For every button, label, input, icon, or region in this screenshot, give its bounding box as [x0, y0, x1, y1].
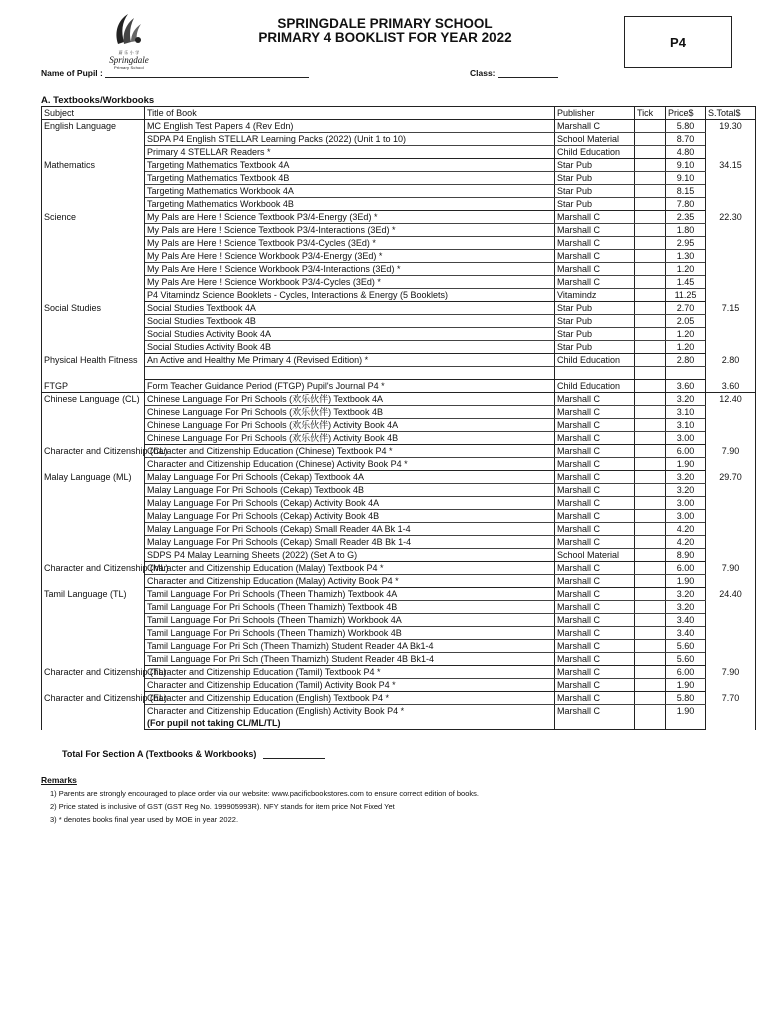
tick-cell[interactable] — [635, 627, 666, 640]
tick-cell[interactable] — [635, 172, 666, 185]
price-cell: 3.20 — [666, 471, 706, 484]
price-cell — [666, 367, 706, 380]
price-cell: 6.00 — [666, 445, 706, 458]
publisher-cell: Marshall C — [555, 250, 635, 263]
price-cell: 11.25 — [666, 289, 706, 302]
price-cell: 5.60 — [666, 653, 706, 666]
price-cell: 6.00 — [666, 666, 706, 679]
tick-cell[interactable] — [635, 692, 666, 705]
tick-cell[interactable] — [635, 653, 666, 666]
tick-cell[interactable] — [635, 224, 666, 237]
book-title-cell: Chinese Language For Pri Schools (欢乐伙伴) Textbook 4A — [145, 393, 555, 406]
price-cell: 2.05 — [666, 315, 706, 328]
publisher-cell: Marshall C — [555, 705, 635, 730]
price-cell: 3.00 — [666, 510, 706, 523]
tick-cell[interactable] — [635, 432, 666, 445]
section-total[interactable] — [62, 749, 325, 759]
tick-cell[interactable] — [635, 328, 666, 341]
publisher-cell: Marshall C — [555, 445, 635, 458]
price-cell: 8.90 — [666, 549, 706, 562]
book-title-cell: Chinese Language For Pri Schools (欢乐伙伴) Activity Book 4B — [145, 432, 555, 445]
table-row — [42, 211, 756, 224]
tick-cell[interactable] — [635, 250, 666, 263]
book-title-cell: Social Studies Textbook 4B — [145, 315, 555, 328]
book-title-cell: MC English Test Papers 4 (Rev Edn) — [145, 120, 555, 133]
table-row — [42, 458, 756, 471]
booklist-table — [41, 106, 756, 730]
publisher-cell: Star Pub — [555, 159, 635, 172]
subject-cell: Character and Citizenship (EL) — [42, 692, 145, 730]
tick-cell[interactable] — [635, 536, 666, 549]
publisher-cell: Marshall C — [555, 601, 635, 614]
table-row — [42, 653, 756, 666]
tick-cell[interactable] — [635, 666, 666, 679]
col-stotal: S.Total$ — [706, 107, 756, 120]
section-total-label: Total For Section A (Textbooks & Workbooks) — [62, 749, 257, 759]
book-title-cell: My Pals Are Here ! Science Workbook P3/4-Energy (3Ed) * — [145, 250, 555, 263]
price-cell: 3.00 — [666, 432, 706, 445]
publisher-cell: Marshall C — [555, 211, 635, 224]
subject-cell: Chinese Language (CL) — [42, 393, 145, 445]
publisher-cell: Marshall C — [555, 640, 635, 653]
subtotal-cell: 19.30 — [706, 120, 756, 159]
price-cell: 3.20 — [666, 588, 706, 601]
publisher-cell: Marshall C — [555, 575, 635, 588]
col-tick: Tick — [635, 107, 666, 120]
publisher-cell: Marshall C — [555, 471, 635, 484]
table-row — [42, 133, 756, 146]
subject-cell: Science — [42, 211, 145, 302]
book-title-cell: Tamil Language For Pri Schools (Theen Thamizh) Textbook 4B — [145, 601, 555, 614]
publisher-cell: School Material — [555, 549, 635, 562]
price-cell: 3.00 — [666, 497, 706, 510]
book-title-cell: Chinese Language For Pri Schools (欢乐伙伴) Activity Book 4A — [145, 419, 555, 432]
remarks-title: Remarks — [41, 775, 77, 785]
book-title-cell: My Pals are Here ! Science Textbook P3/4-Interactions (3Ed) * — [145, 224, 555, 237]
publisher-cell: Child Education — [555, 380, 635, 393]
book-title-cell: Targeting Mathematics Workbook 4A — [145, 185, 555, 198]
table-row — [42, 341, 756, 354]
publisher-cell: Marshall C — [555, 393, 635, 406]
price-cell: 6.00 — [666, 562, 706, 575]
tick-cell[interactable] — [635, 445, 666, 458]
price-cell: 1.20 — [666, 341, 706, 354]
tick-cell[interactable] — [635, 419, 666, 432]
tick-cell[interactable] — [635, 523, 666, 536]
tick-cell[interactable] — [635, 120, 666, 133]
price-cell: 1.30 — [666, 250, 706, 263]
price-cell: 4.20 — [666, 523, 706, 536]
school-name: SPRINGDALE PRIMARY SCHOOL — [277, 16, 493, 31]
book-title-cell: SDPA P4 English STELLAR Learning Packs (2022) (Unit 1 to 10) — [145, 133, 555, 146]
publisher-cell: Child Education — [555, 146, 635, 159]
book-title-cell: Social Studies Activity Book 4B — [145, 341, 555, 354]
table-row — [42, 302, 756, 315]
table-row — [42, 289, 756, 302]
remark-item: 3) * denotes books final year used by MOE in year 2022. — [50, 815, 239, 824]
table-row — [42, 640, 756, 653]
tick-cell[interactable] — [635, 276, 666, 289]
subtotal-cell: 7.90 — [706, 445, 756, 471]
price-cell: 5.80 — [666, 692, 706, 705]
book-title-cell: Targeting Mathematics Textbook 4B — [145, 172, 555, 185]
book-title-cell: My Pals are Here ! Science Textbook P3/4-Cycles (3Ed) * — [145, 237, 555, 250]
subtotal-cell: 22.30 — [706, 211, 756, 302]
book-title-cell: Tamil Language For Pri Sch (Theen Thamizh) Student Reader 4B Bk1-4 — [145, 653, 555, 666]
tick-cell[interactable] — [635, 679, 666, 692]
table-row — [42, 679, 756, 692]
table-row — [42, 432, 756, 445]
book-title-cell — [145, 367, 555, 380]
subtotal-cell: 7.90 — [706, 562, 756, 588]
publisher-cell: Marshall C — [555, 237, 635, 250]
publisher-cell: Star Pub — [555, 315, 635, 328]
publisher-cell: Marshall C — [555, 406, 635, 419]
book-title-cell: SDPS P4 Malay Learning Sheets (2022) (Set A to G) — [145, 549, 555, 562]
publisher-cell — [555, 367, 635, 380]
tick-cell[interactable] — [635, 575, 666, 588]
subtotal-cell: 12.40 — [706, 393, 756, 445]
price-cell: 4.80 — [666, 146, 706, 159]
price-cell: 9.10 — [666, 159, 706, 172]
book-title-cell: Chinese Language For Pri Schools (欢乐伙伴) Textbook 4B — [145, 406, 555, 419]
book-title-cell: Character and Citizenship Education (Tamil) Activity Book P4 * — [145, 679, 555, 692]
price-cell: 8.15 — [666, 185, 706, 198]
book-title-cell: P4 Vitamindz Science Booklets - Cycles, Interactions & Energy (5 Booklets) — [145, 289, 555, 302]
tick-cell[interactable] — [635, 601, 666, 614]
publisher-cell: School Material — [555, 133, 635, 146]
table-row — [42, 120, 756, 133]
table-row — [42, 185, 756, 198]
subject-cell: Character and Citizenship (TL) — [42, 666, 145, 692]
table-row — [42, 198, 756, 211]
remark-item: 1) Parents are strongly encouraged to place order via our website: www.pacificbookstores.com to ensure correct edition of books. — [50, 789, 479, 798]
tick-cell[interactable] — [635, 406, 666, 419]
book-title-cell: Tamil Language For Pri Schools (Theen Thamizh) Workbook 4B — [145, 627, 555, 640]
subtotal-cell: 24.40 — [706, 588, 756, 666]
tick-cell[interactable] — [635, 484, 666, 497]
price-cell: 3.20 — [666, 601, 706, 614]
publisher-cell: Star Pub — [555, 328, 635, 341]
price-cell: 4.20 — [666, 536, 706, 549]
publisher-cell: Marshall C — [555, 692, 635, 705]
publisher-cell: Marshall C — [555, 627, 635, 640]
publisher-cell: Star Pub — [555, 302, 635, 315]
book-title-cell: Character and Citizenship Education (Malay) Activity Book P4 * — [145, 575, 555, 588]
publisher-cell: Star Pub — [555, 341, 635, 354]
name-line[interactable] — [105, 69, 309, 78]
book-title-cell: Tamil Language For Pri Schools (Theen Thamizh) Workbook 4A — [145, 614, 555, 627]
price-cell: 3.20 — [666, 484, 706, 497]
subject-cell: Mathematics — [42, 159, 145, 211]
publisher-cell: Marshall C — [555, 276, 635, 289]
subject-cell: Character and Citizenship (CL) — [42, 445, 145, 471]
subtotal-cell: 2.80 — [706, 354, 756, 380]
table-row — [42, 601, 756, 614]
publisher-cell: Marshall C — [555, 263, 635, 276]
price-cell: 5.80 — [666, 120, 706, 133]
table-row — [42, 419, 756, 432]
price-cell: 1.45 — [666, 276, 706, 289]
subject-cell: English Language — [42, 120, 145, 159]
subject-cell: Social Studies — [42, 302, 145, 354]
tick-cell[interactable] — [635, 237, 666, 250]
table-row — [42, 523, 756, 536]
logo-cn: 蔚 乐 小 学 — [118, 50, 140, 55]
publisher-cell: Vitamindz — [555, 289, 635, 302]
subtotal-cell: 29.70 — [706, 471, 756, 562]
table-header-row — [42, 107, 756, 120]
price-cell: 1.90 — [666, 705, 706, 730]
book-title-cell: Social Studies Textbook 4A — [145, 302, 555, 315]
tick-cell[interactable] — [635, 393, 666, 406]
class-label: Class: — [470, 68, 496, 78]
subject-cell: Character and Citizenship (ML) — [42, 562, 145, 588]
price-cell: 2.70 — [666, 302, 706, 315]
tick-cell[interactable] — [635, 354, 666, 367]
subtotal-cell: 3.60 — [706, 380, 756, 393]
table-row — [42, 497, 756, 510]
table-row — [42, 627, 756, 640]
book-title-cell: My Pals Are Here ! Science Workbook P3/4-Cycles (3Ed) * — [145, 276, 555, 289]
price-cell: 3.40 — [666, 614, 706, 627]
price-cell: 1.20 — [666, 328, 706, 341]
price-cell: 3.10 — [666, 419, 706, 432]
book-title-cell: Tamil Language For Pri Sch (Theen Thamizh) Student Reader 4A Bk1-4 — [145, 640, 555, 653]
table-row — [42, 354, 756, 367]
book-title-cell: Malay Language For Pri Schools (Cekap) Textbook 4B — [145, 484, 555, 497]
remarks-list — [50, 787, 479, 826]
subtotal-cell: 34.15 — [706, 159, 756, 211]
publisher-cell: Marshall C — [555, 562, 635, 575]
col-subject: Subject — [42, 107, 145, 120]
table-row — [42, 224, 756, 237]
subject-cell: Tamil Language (TL) — [42, 588, 145, 666]
table-row — [42, 471, 756, 484]
price-cell: 2.80 — [666, 354, 706, 367]
table-row — [42, 159, 756, 172]
book-title-cell: Character and Citizenship Education (Chinese) Textbook P4 * — [145, 445, 555, 458]
publisher-cell: Star Pub — [555, 172, 635, 185]
book-title-cell: Social Studies Activity Book 4A — [145, 328, 555, 341]
book-title-cell: Character and Citizenship Education (Tamil) Textbook P4 * — [145, 666, 555, 679]
price-cell: 2.95 — [666, 237, 706, 250]
publisher-cell: Marshall C — [555, 666, 635, 679]
publisher-cell: Marshall C — [555, 419, 635, 432]
table-row — [42, 705, 756, 730]
booklist-title: PRIMARY 4 BOOKLIST FOR YEAR 2022 — [258, 30, 512, 45]
book-title-cell: Character and Citizenship Education (English) Textbook P4 * — [145, 692, 555, 705]
table-row — [42, 484, 756, 497]
subtotal-cell: 7.90 — [706, 666, 756, 692]
tick-cell[interactable] — [635, 159, 666, 172]
book-title-cell — [145, 705, 555, 730]
price-cell: 7.80 — [666, 198, 706, 211]
book-title-cell: Primary 4 STELLAR Readers * — [145, 146, 555, 159]
tick-cell[interactable] — [635, 562, 666, 575]
table-row — [42, 367, 756, 380]
book-title-cell: Malay Language For Pri Schools (Cekap) Textbook 4A — [145, 471, 555, 484]
publisher-cell: Marshall C — [555, 458, 635, 471]
price-cell: 1.20 — [666, 263, 706, 276]
publisher-cell: Marshall C — [555, 523, 635, 536]
class-field[interactable] — [470, 68, 558, 78]
book-title-cell: My Pals are Here ! Science Textbook P3/4-Energy (3Ed) * — [145, 211, 555, 224]
book-note: (For pupil not taking CL/ML/TL) — [147, 718, 281, 728]
level-box: P4 — [624, 16, 732, 68]
col-price: Price$ — [666, 107, 706, 120]
table-row — [42, 328, 756, 341]
table-row — [42, 510, 756, 523]
table-row — [42, 692, 756, 705]
tick-cell[interactable] — [635, 614, 666, 627]
col-publisher: Publisher — [555, 107, 635, 120]
publisher-cell: Marshall C — [555, 120, 635, 133]
tick-cell[interactable] — [635, 211, 666, 224]
school-logo — [104, 10, 154, 70]
book-title-cell: Targeting Mathematics Workbook 4B — [145, 198, 555, 211]
table-row — [42, 536, 756, 549]
price-cell: 3.40 — [666, 627, 706, 640]
publisher-cell: Marshall C — [555, 614, 635, 627]
table-row — [42, 263, 756, 276]
tick-cell[interactable] — [635, 549, 666, 562]
book-title-cell: Malay Language For Pri Schools (Cekap) Activity Book 4A — [145, 497, 555, 510]
table-row — [42, 146, 756, 159]
logo-wordmark: Springdale — [109, 55, 149, 65]
tick-cell[interactable] — [635, 263, 666, 276]
subject-cell: Malay Language (ML) — [42, 471, 145, 562]
table-row — [42, 666, 756, 679]
table-row — [42, 172, 756, 185]
publisher-cell: Marshall C — [555, 432, 635, 445]
tick-cell[interactable] — [635, 341, 666, 354]
book-title: Character and Citizenship Education (English) Activity Book P4 * — [147, 706, 405, 716]
tick-cell[interactable] — [635, 497, 666, 510]
table-row — [42, 393, 756, 406]
price-cell: 8.70 — [666, 133, 706, 146]
subtotal-cell: 7.15 — [706, 302, 756, 354]
price-cell: 3.60 — [666, 380, 706, 393]
table-row — [42, 237, 756, 250]
publisher-cell: Marshall C — [555, 224, 635, 237]
remark-item: 2) Price stated is inclusive of GST (GST Reg No. 199905993R). NFY stands for item price Not Fixed Yet — [50, 802, 395, 811]
publisher-cell: Marshall C — [555, 679, 635, 692]
publisher-cell: Marshall C — [555, 653, 635, 666]
subject-cell: Physical Health Fitness — [42, 354, 145, 380]
book-title-cell: Targeting Mathematics Textbook 4A — [145, 159, 555, 172]
publisher-cell: Marshall C — [555, 536, 635, 549]
price-cell: 3.10 — [666, 406, 706, 419]
table-row — [42, 575, 756, 588]
class-line[interactable] — [498, 69, 558, 78]
price-cell: 1.90 — [666, 575, 706, 588]
tick-cell[interactable] — [635, 367, 666, 380]
book-title-cell: Malay Language For Pri Schools (Cekap) Activity Book 4B — [145, 510, 555, 523]
tick-cell[interactable] — [635, 588, 666, 601]
table-row — [42, 380, 756, 393]
book-title-cell: My Pals Are Here ! Science Workbook P3/4-Interactions (3Ed) * — [145, 263, 555, 276]
price-cell: 2.35 — [666, 211, 706, 224]
publisher-cell: Child Education — [555, 354, 635, 367]
tick-cell[interactable] — [635, 705, 666, 730]
book-title-cell: Malay Language For Pri Schools (Cekap) Small Reader 4B Bk 1-4 — [145, 536, 555, 549]
table-row — [42, 549, 756, 562]
section-a-title: A. Textbooks/Workbooks — [41, 95, 155, 106]
table-row — [42, 250, 756, 263]
table-row — [42, 276, 756, 289]
subtotal-cell: 7.70 — [706, 692, 756, 730]
book-title-cell: Character and Citizenship Education (Malay) Textbook P4 * — [145, 562, 555, 575]
book-title-cell: Tamil Language For Pri Schools (Theen Thamizh) Textbook 4A — [145, 588, 555, 601]
table-row — [42, 315, 756, 328]
tick-cell[interactable] — [635, 471, 666, 484]
publisher-cell: Marshall C — [555, 484, 635, 497]
tick-cell[interactable] — [635, 315, 666, 328]
publisher-cell: Star Pub — [555, 185, 635, 198]
tick-cell[interactable] — [635, 289, 666, 302]
table-row — [42, 614, 756, 627]
table-row — [42, 406, 756, 419]
book-title-cell: An Active and Healthy Me Primary 4 (Revised Edition) * — [145, 354, 555, 367]
col-title: Title of Book — [145, 107, 555, 120]
tick-cell[interactable] — [635, 185, 666, 198]
name-label: Name of Pupil : — [41, 68, 103, 78]
table-row — [42, 588, 756, 601]
price-cell: 1.90 — [666, 679, 706, 692]
tick-cell[interactable] — [635, 146, 666, 159]
school-crest-icon — [104, 10, 154, 50]
tick-cell[interactable] — [635, 133, 666, 146]
publisher-cell: Marshall C — [555, 510, 635, 523]
section-total-line[interactable] — [263, 750, 325, 759]
tick-cell[interactable] — [635, 510, 666, 523]
book-title-cell: Malay Language For Pri Schools (Cekap) Small Reader 4A Bk 1-4 — [145, 523, 555, 536]
name-field[interactable] — [41, 68, 309, 78]
book-title-cell: Character and Citizenship Education (Chinese) Activity Book P4 * — [145, 458, 555, 471]
tick-cell[interactable] — [635, 380, 666, 393]
tick-cell[interactable] — [635, 640, 666, 653]
publisher-cell: Marshall C — [555, 497, 635, 510]
logo-subtext: Primary School — [114, 65, 144, 70]
tick-cell[interactable] — [635, 458, 666, 471]
book-title-cell: Form Teacher Guidance Period (FTGP) Pupil's Journal P4 * — [145, 380, 555, 393]
publisher-cell: Star Pub — [555, 198, 635, 211]
subject-cell: FTGP — [42, 380, 145, 393]
price-cell: 9.10 — [666, 172, 706, 185]
publisher-cell: Marshall C — [555, 588, 635, 601]
tick-cell[interactable] — [635, 302, 666, 315]
tick-cell[interactable] — [635, 198, 666, 211]
price-cell: 1.90 — [666, 458, 706, 471]
table-row — [42, 445, 756, 458]
price-cell: 1.80 — [666, 224, 706, 237]
page-title — [200, 17, 570, 45]
table-row — [42, 562, 756, 575]
price-cell: 5.60 — [666, 640, 706, 653]
price-cell: 3.20 — [666, 393, 706, 406]
